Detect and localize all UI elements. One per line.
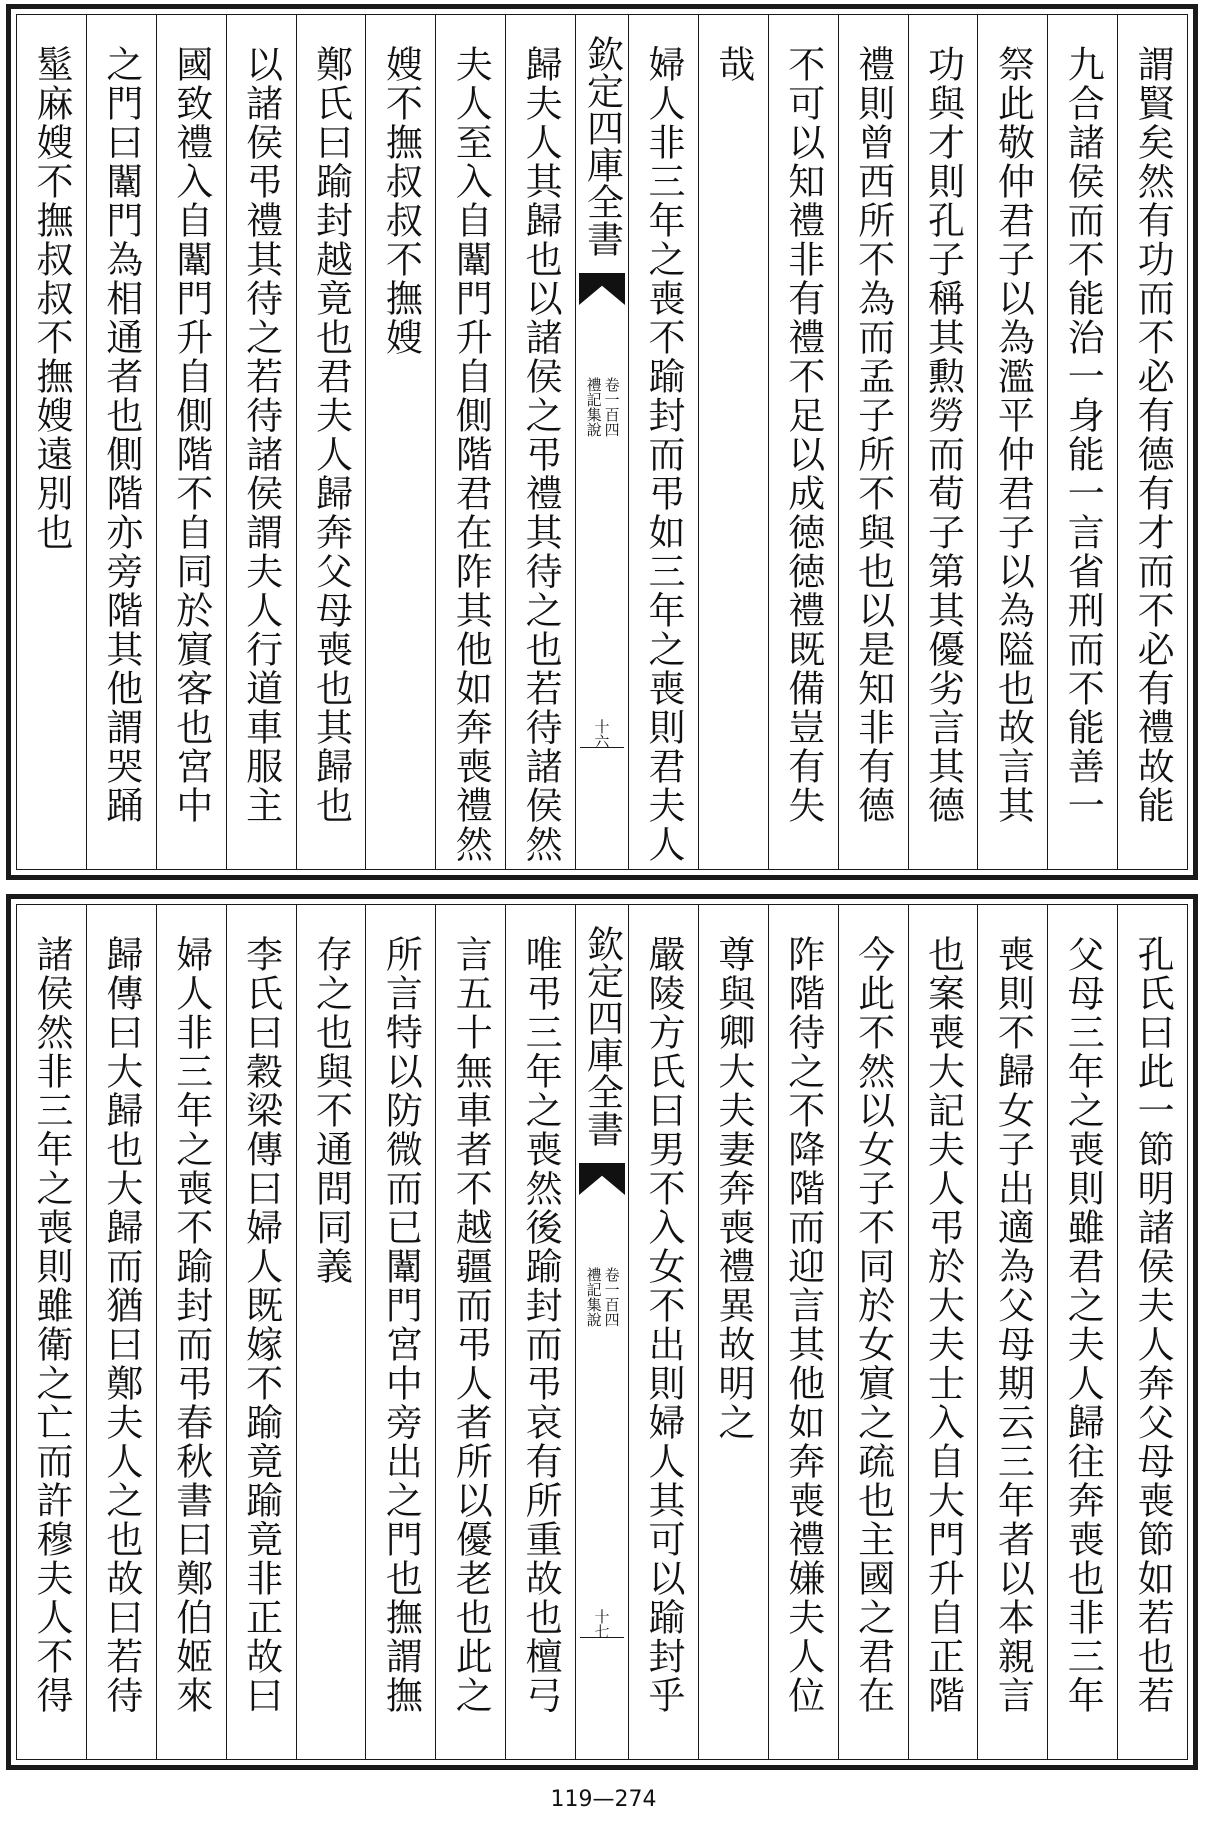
center-fold-column xyxy=(575,15,628,869)
text-column: 國致禮入自闈門升自側階不自同於賔客也宮中 xyxy=(156,15,226,869)
book-subtitle: 禮記集說 xyxy=(584,1267,603,1327)
text-column: 婦人非三年之喪不踰封而弔春秋書曰鄭伯姬來 xyxy=(156,905,226,1759)
folio-rule xyxy=(580,1637,624,1638)
text-column: 阼階待之不降階而迎言其他如奔喪禮嫌夫人位 xyxy=(768,905,838,1759)
text-column: 婦人非三年之喪不踰封而弔如三年之喪則君夫人 xyxy=(628,15,698,869)
text-column: 之門曰闈門為相通者也側階亦旁階其他謂哭踊 xyxy=(86,15,156,869)
volume-number: 卷一百四 xyxy=(602,377,621,437)
text-column: 髽麻嫂不撫叔叔不撫嫂遠別也 xyxy=(29,45,73,552)
text-column: 喪則不歸女子出適為父母期云三年者以本親言 xyxy=(977,905,1047,1759)
top-text-columns xyxy=(17,15,1187,869)
text-column: 歸夫人其歸也以諸侯之弔禮其待之也若待諸侯然 xyxy=(505,15,575,869)
text-column: 嚴陵方氏曰男不入女不出則婦人其可以踰封乎 xyxy=(628,905,698,1759)
text-column: 唯弔三年之喪然後踰封而弔哀有所重故也檀弓 xyxy=(505,905,575,1759)
text-column: 謂賢矣然有功而不必有德有才而不必有禮故能 xyxy=(1117,15,1187,869)
text-column: 孔氏曰此一節明諸侯夫人奔父母喪節如若也若 xyxy=(1117,905,1187,1759)
text-column: 以諸侯弔禮其待之若待諸侯謂夫人行道車服主 xyxy=(226,15,296,869)
text-column: 九合諸侯而不能治一身能一言省刑而不能善一 xyxy=(1047,15,1117,869)
text-column: 功與才則孔子稱其勲勞而荀子第其優劣言其德 xyxy=(908,15,978,869)
text-column: 父母三年之喪則雖君之夫人歸往奔喪也非三年 xyxy=(1047,905,1117,1759)
text-column: 夫人至入自闈門升自側階君在阼其他如奔喪禮然 xyxy=(435,15,505,869)
text-column: 也案喪大記夫人弔於大夫士入自大門升自正階 xyxy=(908,905,978,1759)
text-column: 尊與卿大夫妻奔喪禮異故明之 xyxy=(698,905,768,1759)
text-column: 禮則曾西所不為而孟子所不與也以是知非有德 xyxy=(838,15,908,869)
top-page-panel xyxy=(6,4,1198,880)
volume-number: 卷一百四 xyxy=(602,1267,621,1327)
text-column: 歸傳曰大歸也大歸而猶曰鄭夫人之也故曰若待 xyxy=(86,905,156,1759)
text-column: 李氏曰穀梁傳曰婦人既嫁不踰竟踰竟非正故曰 xyxy=(226,905,296,1759)
text-column: 嫂不撫叔叔不撫嫂 xyxy=(365,15,435,869)
text-column: 不可以知禮非有禮不足以成徳徳禮既備豈有失 xyxy=(768,15,838,869)
fishtail-mark xyxy=(579,273,625,305)
text-column: 鄭氏曰踰封越竟也君夫人歸奔父母喪也其歸也 xyxy=(296,15,366,869)
text-column: 哉 xyxy=(698,15,768,869)
text-column: 諸侯然非三年之喪則雖衛之亡而許穆夫人不得 xyxy=(29,935,73,1715)
folio-number: 十六 xyxy=(592,719,611,749)
text-column: 祭此敬仲君子以為濫平仲君子以為隘也故言其 xyxy=(977,15,1047,869)
text-column: 今此不然以女子不同於女賔之疏也主國之君在 xyxy=(838,905,908,1759)
book-subtitle: 禮記集說 xyxy=(584,377,603,437)
bottom-text-columns xyxy=(17,905,1187,1759)
fishtail-mark xyxy=(579,1163,625,1195)
text-column: 所言特以防微而已闈門宮中旁出之門也撫謂撫 xyxy=(365,905,435,1759)
book-title: 欽定四庫全書 xyxy=(580,925,624,1147)
book-title: 欽定四庫全書 xyxy=(580,35,624,257)
bottom-page-frame xyxy=(16,904,1188,1760)
text-column: 言五十無車者不越疆而弔人者所以優老也此之 xyxy=(435,905,505,1759)
folio-rule xyxy=(580,747,624,748)
bottom-page-panel xyxy=(6,894,1198,1770)
center-fold-column xyxy=(575,905,628,1759)
page-number: 119—274 xyxy=(550,1787,657,1812)
top-page-frame xyxy=(16,14,1188,870)
text-column: 存之也與不通問同義 xyxy=(296,905,366,1759)
folio-number: 十七 xyxy=(592,1609,611,1639)
